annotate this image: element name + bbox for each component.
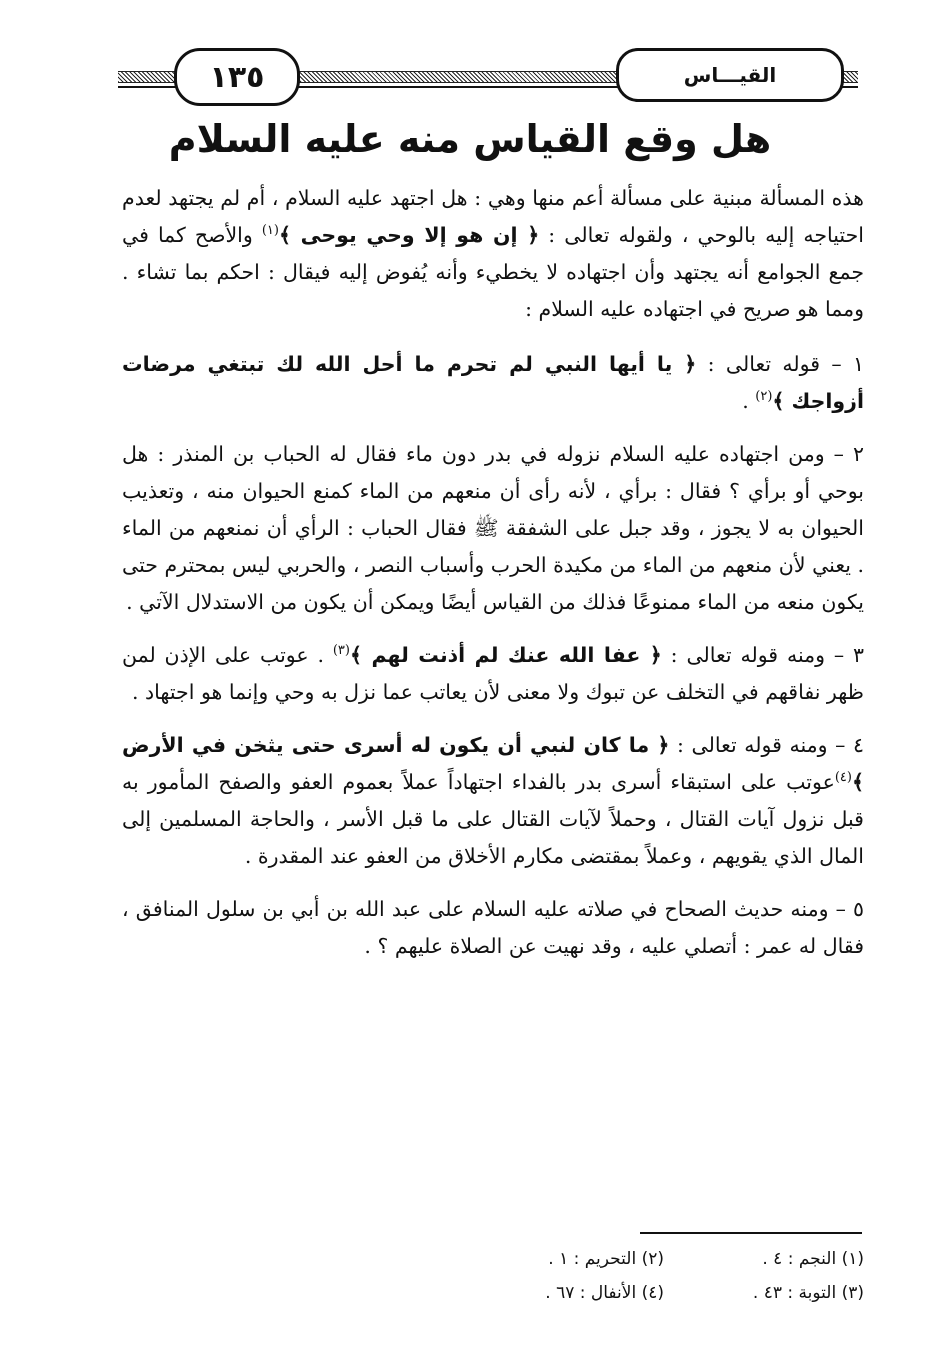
text: . عوتب على الإذن لمن ظهر نفاقهم في التخلف عن تبوك ولا معنى لأن يعاتب عما نزل به وحي وإنما هو اجتهاد .: [122, 643, 864, 704]
paragraph-5: ٥ – ومنه حديث الصحاح في صلاته عليه السلام على عبد الله بن أبي بن سلول المنافق ، فقال له عمر : أتصلي عليه ، وقد نهيت عن الصلاة عليهم ؟ .: [122, 897, 864, 958]
text: ٤ – ومنه قوله تعالى :: [669, 733, 864, 757]
text: ٣ – ومنه قوله تعالى :: [661, 643, 864, 667]
text: .: [742, 389, 756, 413]
quran-quote: ﴿ عفا الله عنك لم أذنت لهم ﴾: [349, 643, 662, 667]
quran-quote: ﴿ إن هو إلا وحي يوحى ﴾: [278, 223, 540, 247]
footnote-row: [460, 1242, 864, 1276]
quran-quote: ﴿ يا أيها النبي لم تحرم ما أحل الله لك تبتغي مرضات أزواجك ﴾: [122, 352, 864, 413]
footnotes: [460, 1242, 864, 1310]
quran-quote: ﴿ ما كان لنبي أن يكون له أسرى حتى يثخن في الأرض ﴾: [122, 733, 864, 794]
text: والأصح كما في جمع الجوامع أنه يجتهد وأن اجتهاده لا يخطيء وأنه يُفوض إليه فيقال : احكم بما تشاء . ومما هو صريح في اجتهاده عليه السلام :: [122, 223, 864, 321]
footnote-ref: (١): [261, 223, 279, 239]
chapter-title: القيـــاس: [616, 48, 844, 102]
footnote-3: (٣) التوبة : ٤٣ .: [752, 1283, 864, 1303]
paragraph-3: [122, 637, 864, 711]
footnote-ref: (٣): [332, 643, 350, 659]
page-header: [118, 44, 858, 104]
page-number: ١٣٥: [174, 48, 300, 106]
body-text: [122, 180, 864, 981]
footnote-row: [460, 1276, 864, 1310]
text: ١ – قوله تعالى :: [696, 352, 864, 376]
footnote-1: (١) النجم : ٤ .: [762, 1249, 864, 1269]
footnote-ref: (٢): [755, 389, 773, 405]
footnote-2: (٢) التحريم : ١ .: [548, 1249, 664, 1269]
text: هذه المسألة مبنية على مسألة أعم منها وهي : هل اجتهد عليه السلام ، أم لم يجتهد لعدم احتياجه إليه بالوحي ، ولقوله تعالى :: [122, 186, 864, 247]
footnote-ref: (٤): [834, 770, 852, 786]
section-title: هل وقع القياس منه عليه السلام: [168, 117, 772, 161]
paragraph-intro: [122, 180, 864, 328]
text: عوتب على استبقاء أسرى بدر بالفداء اجتهاداً عملاً بعموم العفو والصفح المأمور به قبل نزول آيات القتال ، وحملاً لآيات القتال على ما قبل الأسر ، والحاجة المسلمين إلى المال الذي يقويهم ، وعملاً بمقتضى مكارم الأخلاق من العفو عند المقدرة .: [122, 770, 864, 868]
paragraph-4: [122, 727, 864, 875]
paragraph-1: [122, 346, 864, 420]
footnote-4: (٤) الأنفال : ٦٧ .: [545, 1283, 664, 1303]
paragraph-2: ٢ – ومن اجتهاده عليه السلام نزوله في بدر دون ماء فقال له الحباب بن المنذر : هل بوحي أو برأي ؟ فقال : برأي ، لأنه رأى أن منعهم من الماء كمنع الحيوان منه ، وتعذيب الحيوان به لا يجوز ، وقد جبل على الشفقة ﷺ فقال الحباب : الرأي أن نمنعهم من الماء . يعني لأن منعهم من الماء من مكيدة الحرب وأسباب النصر ، والحربي ليس بمحترم حتى يكون منعه من الماء ممنوعًا فذلك من القياس أيضًا ويمكن أن يكون من الاستدلال الآتي .: [122, 442, 864, 614]
footnote-separator: [640, 1232, 862, 1234]
